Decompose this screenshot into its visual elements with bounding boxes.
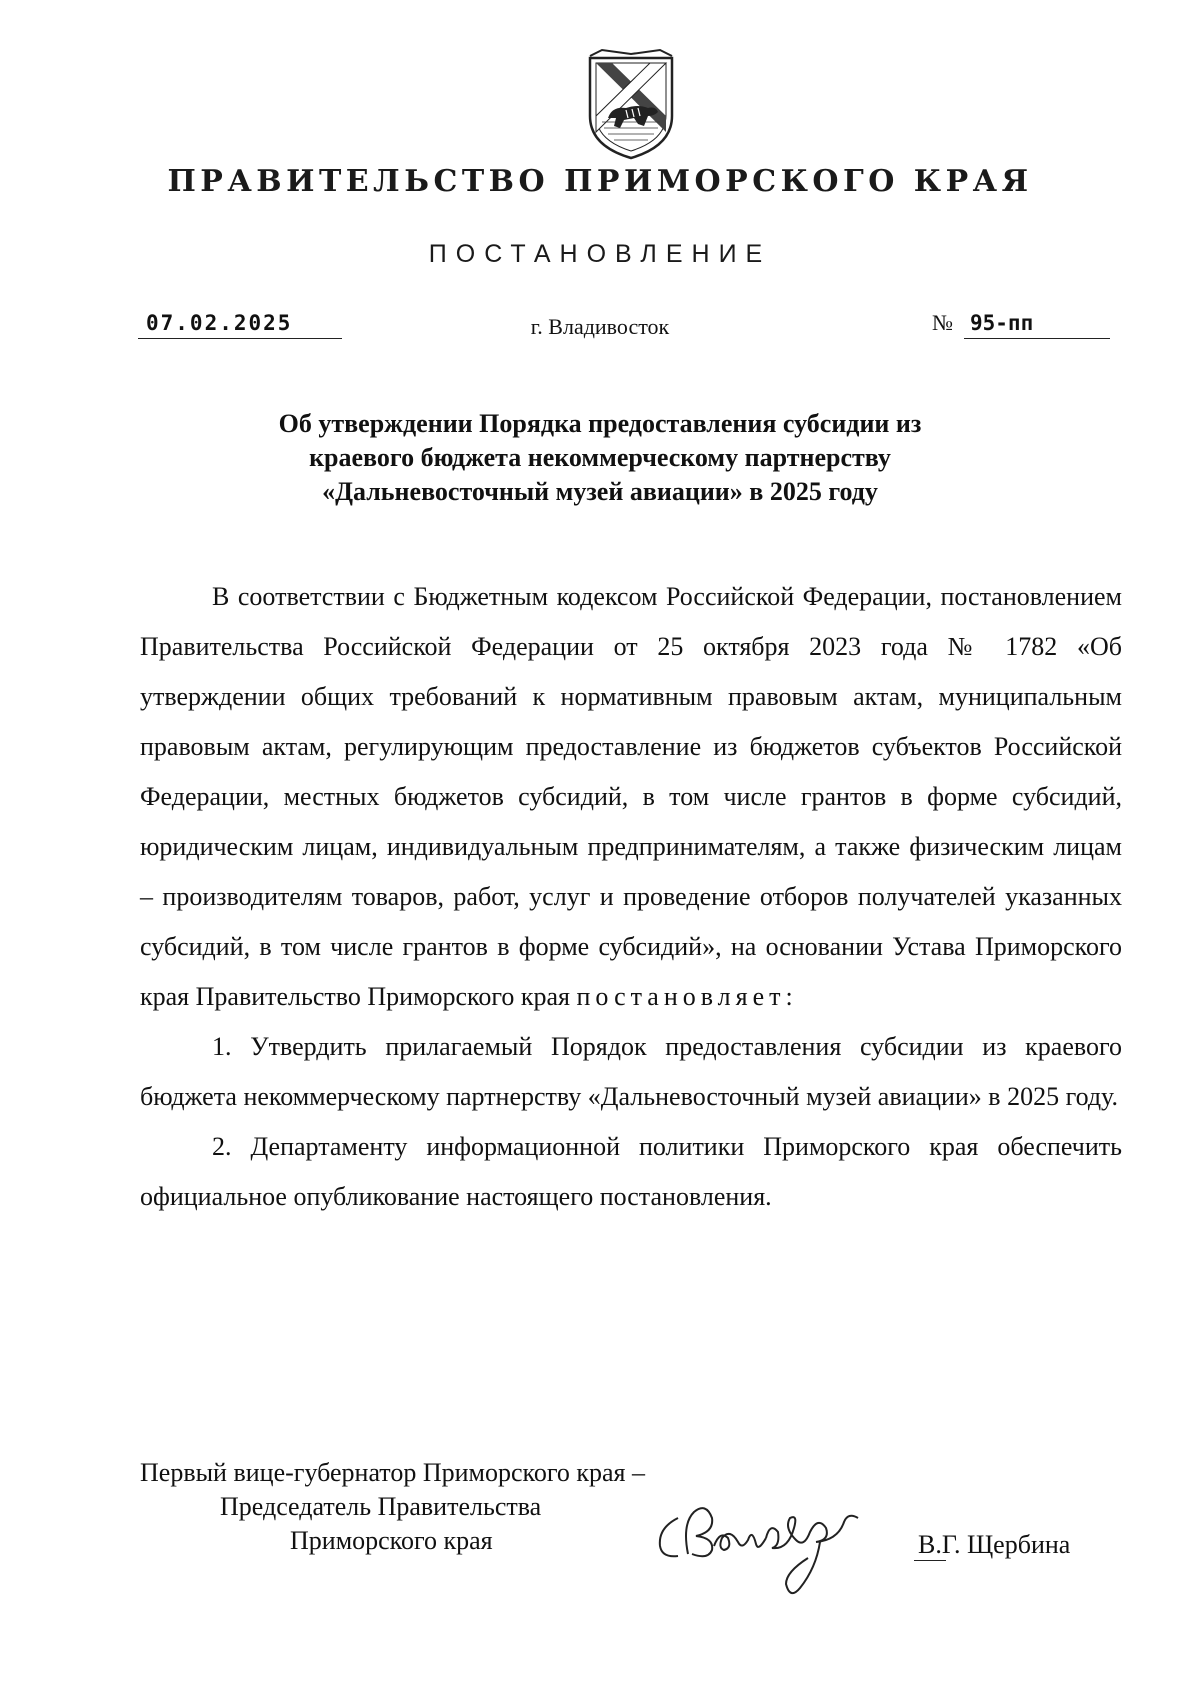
item-paragraph: 1. Утвердить прилагаемый Порядок предоставления субсидии из краевого бюджета некоммерческому партнерству «Дальневосточный музей авиации» в 2025 году.: [140, 1032, 1122, 1111]
resolves-word: постановляет:: [576, 982, 798, 1011]
subject-line: «Дальневосточный музей авиации» в 2025 году: [322, 477, 878, 506]
document-subject: [180, 407, 1020, 509]
handwritten-signature: [648, 1488, 893, 1608]
signatory-name: В.Г. Щербина: [918, 1530, 1071, 1559]
document-kind-heading: ПОСТАНОВЛЕНИЕ: [428, 240, 772, 268]
position-line: Приморского края: [290, 1526, 493, 1555]
coat-of-arms-emblem: [582, 46, 680, 162]
signatory-position: [140, 1456, 645, 1558]
number-sign: №: [932, 310, 953, 335]
subject-line: краевого бюджета некоммерческому партнерству: [309, 443, 891, 472]
position-line: Председатель Правительства: [220, 1492, 542, 1521]
preamble-text: В соответствии с Бюджетным кодексом Российской Федерации, постановлением Правительства Российской Федерации от 25 октября 2023 года № 1782 «Об утверждении общих требований к нормативным правовым актам, муниципальным правовым актам, регулирующим предоставление из бюджетов субъектов Российской Федерации, местных бюджетов субсидий, в том числе грантов в форме субсидий, юридическим лицам, индивидуальным предпринимателям, а также физическим лицам – производителям товаров, работ, услуг и проведение отборов получателей указанных субсидий, в том числе грантов в форме субсидий», на основании Устава Приморского края Правительство Приморского края: [140, 582, 1122, 1011]
document-date: 07.02.2025: [138, 310, 342, 339]
document-city: г. Владивосток: [530, 314, 670, 339]
document-number-field: [932, 310, 1112, 339]
position-line: Первый вице-губернатор Приморского края –: [140, 1458, 645, 1487]
document-number: 95-пп: [964, 310, 1110, 339]
document-body: [140, 572, 1122, 1222]
government-title: ПРАВИТЕЛЬСТВО ПРИМОРСКОГО КРАЯ: [167, 164, 1033, 199]
preamble-paragraph: [140, 572, 1122, 1022]
item-paragraph: 2. Департаменту информационной политики Приморского края обеспечить официальное опубликование настоящего постановления.: [140, 1132, 1122, 1211]
subject-line: Об утверждении Порядка предоставления субсидии из: [278, 409, 922, 438]
